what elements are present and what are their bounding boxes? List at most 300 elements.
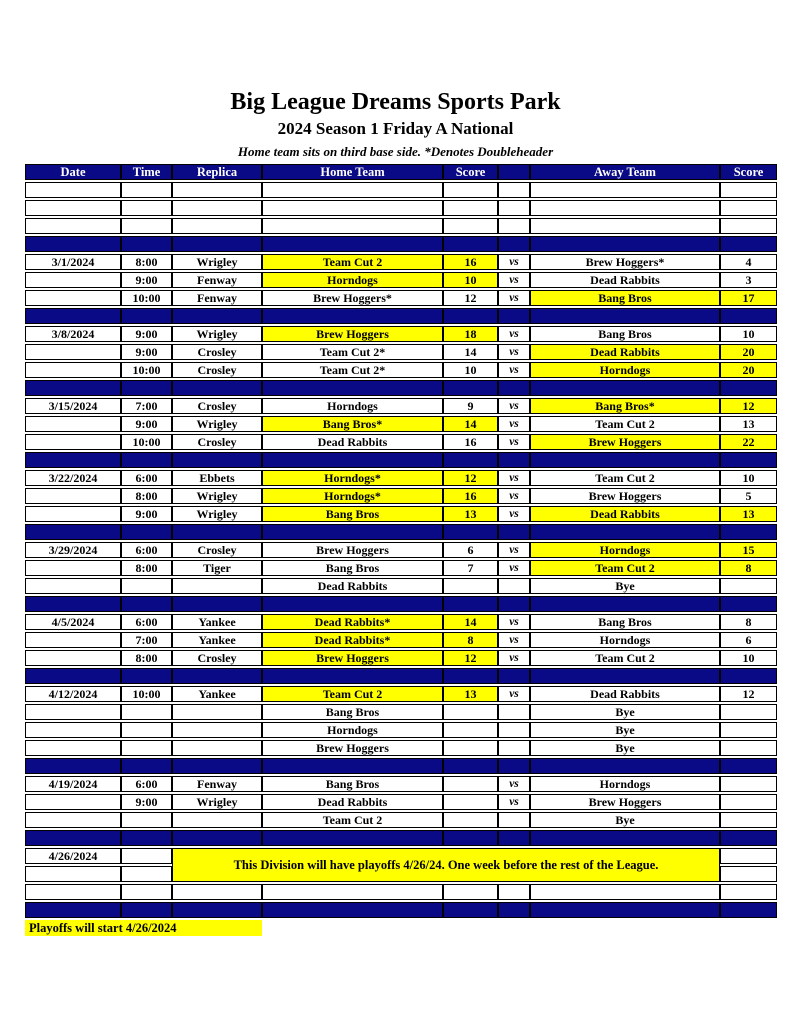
time-cell: 9:00 <box>121 416 172 432</box>
home-team-cell: Horndogs <box>262 398 443 414</box>
away-team-cell: Bye <box>530 812 720 828</box>
separator-cell <box>720 236 777 252</box>
separator-cell <box>262 308 443 324</box>
game-row <box>25 542 777 558</box>
separator-cell <box>530 758 720 774</box>
blank-cell <box>498 884 530 900</box>
replica-cell: Tiger <box>172 560 262 576</box>
game-row <box>25 776 777 792</box>
separator-cell <box>121 236 172 252</box>
separator-cell <box>720 668 777 684</box>
home-team-cell: Brew Hoggers <box>262 740 443 756</box>
date-cell <box>25 722 121 738</box>
date-cell <box>25 578 121 594</box>
date-cell <box>25 812 121 828</box>
time-cell <box>121 740 172 756</box>
header-date: Date <box>25 164 121 180</box>
game-row <box>25 254 777 270</box>
blank-cell <box>720 182 777 198</box>
separator-cell <box>121 902 172 918</box>
away-team-cell: Horndogs <box>530 632 720 648</box>
home-team-cell: Dead Rabbits* <box>262 614 443 630</box>
game-row <box>25 416 777 432</box>
time-cell: 8:00 <box>121 254 172 270</box>
away-team-cell: Dead Rabbits <box>530 272 720 288</box>
time-cell: 10:00 <box>121 686 172 702</box>
separator-cell <box>720 308 777 324</box>
date-cell <box>25 866 121 882</box>
home-team-cell: Team Cut 2 <box>262 812 443 828</box>
home-score-cell: 10 <box>443 272 498 288</box>
separator-cell <box>530 452 720 468</box>
separator-cell <box>498 668 530 684</box>
time-cell <box>121 704 172 720</box>
replica-cell: Fenway <box>172 776 262 792</box>
separator-row <box>25 830 777 846</box>
blank-cell <box>25 218 121 234</box>
away-team-cell: Horndogs <box>530 776 720 792</box>
vs-cell <box>498 704 530 720</box>
separator-cell <box>443 308 498 324</box>
date-cell <box>25 632 121 648</box>
separator-cell <box>25 380 121 396</box>
home-score-cell: 16 <box>443 434 498 450</box>
blank-row <box>25 182 777 198</box>
away-team-cell: Brew Hoggers <box>530 488 720 504</box>
replica-cell: Crosley <box>172 344 262 360</box>
separator-cell <box>262 236 443 252</box>
blank-cell <box>172 884 262 900</box>
date-cell <box>25 740 121 756</box>
blank-cell <box>530 884 720 900</box>
time-cell: 7:00 <box>121 632 172 648</box>
home-team-cell: Brew Hoggers <box>262 650 443 666</box>
vs-cell: vs <box>498 272 530 288</box>
replica-cell <box>172 740 262 756</box>
header-away-team: Away Team <box>530 164 720 180</box>
separator-cell <box>25 668 121 684</box>
separator-cell <box>25 308 121 324</box>
vs-cell: vs <box>498 326 530 342</box>
separator-cell <box>25 830 121 846</box>
home-team-cell: Team Cut 2 <box>262 254 443 270</box>
date-cell <box>25 650 121 666</box>
away-score-cell: 13 <box>720 506 777 522</box>
away-score-cell <box>720 812 777 828</box>
away-team-cell: Bye <box>530 704 720 720</box>
replica-cell: Crosley <box>172 650 262 666</box>
away-score-cell: 12 <box>720 398 777 414</box>
blank-cell <box>262 218 443 234</box>
away-score-cell <box>720 794 777 810</box>
vs-cell: vs <box>498 254 530 270</box>
separator-cell <box>498 380 530 396</box>
home-score-cell: 14 <box>443 344 498 360</box>
vs-cell: vs <box>498 434 530 450</box>
vs-cell: vs <box>498 416 530 432</box>
blank-cell <box>720 200 777 216</box>
blank-cell <box>172 182 262 198</box>
separator-cell <box>720 452 777 468</box>
separator-cell <box>720 758 777 774</box>
vs-cell: vs <box>498 686 530 702</box>
separator-cell <box>530 668 720 684</box>
game-row <box>25 506 777 522</box>
blank-cell <box>25 200 121 216</box>
vs-cell: vs <box>498 560 530 576</box>
vs-cell: vs <box>498 542 530 558</box>
blank-cell <box>25 182 121 198</box>
separator-cell <box>172 596 262 612</box>
replica-cell: Wrigley <box>172 416 262 432</box>
replica-cell: Yankee <box>172 632 262 648</box>
blank-cell <box>530 200 720 216</box>
separator-cell <box>172 308 262 324</box>
separator-cell <box>262 524 443 540</box>
separator-cell <box>530 596 720 612</box>
home-score-cell <box>443 578 498 594</box>
date-cell: 3/22/2024 <box>25 470 121 486</box>
separator-cell <box>262 902 443 918</box>
ghost-cell <box>262 920 777 936</box>
game-row <box>25 326 777 342</box>
time-cell: 6:00 <box>121 470 172 486</box>
separator-cell <box>443 596 498 612</box>
home-score-cell: 13 <box>443 686 498 702</box>
separator-cell <box>498 236 530 252</box>
home-team-note: Home team sits on third base side. *Denotes Doubleheader <box>237 144 554 159</box>
header-home-team: Home Team <box>262 164 443 180</box>
home-score-cell: 6 <box>443 542 498 558</box>
separator-cell <box>121 668 172 684</box>
vs-cell: vs <box>498 398 530 414</box>
date-cell <box>25 272 121 288</box>
replica-cell: Ebbets <box>172 470 262 486</box>
home-team-cell: Bang Bros <box>262 506 443 522</box>
separator-cell <box>262 596 443 612</box>
away-score-cell: 10 <box>720 326 777 342</box>
replica-cell: Crosley <box>172 542 262 558</box>
blank-cell <box>443 182 498 198</box>
game-row <box>25 794 777 810</box>
separator-cell <box>25 452 121 468</box>
game-row <box>25 614 777 630</box>
away-score-cell: 20 <box>720 344 777 360</box>
away-team-cell: Bang Bros <box>530 290 720 306</box>
time-cell: 9:00 <box>121 326 172 342</box>
vs-cell: vs <box>498 290 530 306</box>
game-row <box>25 740 777 756</box>
header-away-score: Score <box>720 164 777 180</box>
game-row <box>25 560 777 576</box>
blank-cell <box>262 200 443 216</box>
separator-cell <box>720 902 777 918</box>
time-cell: 9:00 <box>121 794 172 810</box>
separator-cell <box>498 758 530 774</box>
game-row <box>25 362 777 378</box>
blank-cell <box>25 884 121 900</box>
blank-row <box>25 218 777 234</box>
away-score-cell: 15 <box>720 542 777 558</box>
home-score-cell <box>443 704 498 720</box>
date-cell: 3/15/2024 <box>25 398 121 414</box>
time-cell: 9:00 <box>121 506 172 522</box>
away-score-cell <box>720 740 777 756</box>
separator-cell <box>121 830 172 846</box>
separator-cell <box>530 524 720 540</box>
separator-cell <box>530 308 720 324</box>
away-score-cell <box>720 866 777 882</box>
separator-cell <box>443 452 498 468</box>
replica-cell <box>172 578 262 594</box>
away-score-cell: 6 <box>720 632 777 648</box>
away-team-cell: Bye <box>530 740 720 756</box>
away-team-cell: Team Cut 2 <box>530 470 720 486</box>
separator-cell <box>720 380 777 396</box>
game-row <box>25 290 777 306</box>
blank-row <box>25 200 777 216</box>
game-row <box>25 704 777 720</box>
time-cell <box>121 866 172 882</box>
date-cell: 3/29/2024 <box>25 542 121 558</box>
date-cell <box>25 344 121 360</box>
date-cell: 3/1/2024 <box>25 254 121 270</box>
separator-cell <box>172 830 262 846</box>
time-cell <box>121 722 172 738</box>
vs-cell: vs <box>498 650 530 666</box>
page-subtitle: 2024 Season 1 Friday A National <box>277 119 514 138</box>
away-score-cell: 20 <box>720 362 777 378</box>
separator-cell <box>25 902 121 918</box>
home-team-cell: Brew Hoggers <box>262 326 443 342</box>
separator-cell <box>121 524 172 540</box>
home-team-cell: Team Cut 2 <box>262 686 443 702</box>
blank-cell <box>530 218 720 234</box>
vs-cell: vs <box>498 794 530 810</box>
away-team-cell: Horndogs <box>530 362 720 378</box>
game-row <box>25 272 777 288</box>
separator-cell <box>25 596 121 612</box>
separator-cell <box>443 236 498 252</box>
separator-cell <box>720 596 777 612</box>
home-team-cell: Dead Rabbits* <box>262 632 443 648</box>
away-score-cell: 17 <box>720 290 777 306</box>
home-team-cell: Brew Hoggers <box>262 542 443 558</box>
away-score-cell <box>720 722 777 738</box>
separator-row <box>25 308 777 324</box>
separator-row <box>25 596 777 612</box>
date-cell: 4/5/2024 <box>25 614 121 630</box>
separator-row <box>25 452 777 468</box>
blank-cell <box>498 200 530 216</box>
date-cell <box>25 506 121 522</box>
separator-cell <box>498 830 530 846</box>
separator-cell <box>121 758 172 774</box>
away-team-cell: Dead Rabbits <box>530 344 720 360</box>
date-cell <box>25 704 121 720</box>
header-row <box>25 164 777 180</box>
home-score-cell: 12 <box>443 650 498 666</box>
vs-cell: vs <box>498 362 530 378</box>
away-score-cell: 5 <box>720 488 777 504</box>
home-score-cell: 14 <box>443 614 498 630</box>
home-score-cell <box>443 722 498 738</box>
away-score-cell: 10 <box>720 470 777 486</box>
blank-row <box>25 884 777 900</box>
home-score-cell: 16 <box>443 254 498 270</box>
home-score-cell: 18 <box>443 326 498 342</box>
blank-cell <box>121 884 172 900</box>
home-team-cell: Bang Bros <box>262 704 443 720</box>
separator-cell <box>172 758 262 774</box>
date-cell <box>25 794 121 810</box>
time-cell: 9:00 <box>121 272 172 288</box>
game-row <box>25 434 777 450</box>
away-team-cell: Dead Rabbits <box>530 506 720 522</box>
home-team-cell: Brew Hoggers* <box>262 290 443 306</box>
separator-cell <box>530 902 720 918</box>
vs-cell <box>498 812 530 828</box>
date-cell: 4/26/2024 <box>25 848 121 864</box>
separator-cell <box>262 830 443 846</box>
blank-cell <box>172 218 262 234</box>
date-cell: 4/12/2024 <box>25 686 121 702</box>
schedule-table <box>25 162 777 938</box>
separator-cell <box>172 452 262 468</box>
separator-cell <box>530 236 720 252</box>
header-vs <box>498 164 530 180</box>
playoff-note-cell: This Division will have playoffs 4/26/24. One week before the rest of the League. <box>172 848 720 882</box>
separator-cell <box>172 902 262 918</box>
date-cell <box>25 290 121 306</box>
home-score-cell: 8 <box>443 632 498 648</box>
home-score-cell: 16 <box>443 488 498 504</box>
separator-row <box>25 236 777 252</box>
away-team-cell: Bang Bros <box>530 614 720 630</box>
separator-cell <box>530 380 720 396</box>
date-cell: 4/19/2024 <box>25 776 121 792</box>
time-cell: 8:00 <box>121 650 172 666</box>
separator-cell <box>121 596 172 612</box>
away-score-cell <box>720 776 777 792</box>
replica-cell <box>172 704 262 720</box>
replica-cell: Wrigley <box>172 326 262 342</box>
replica-cell: Fenway <box>172 272 262 288</box>
date-cell <box>25 488 121 504</box>
away-score-cell: 13 <box>720 416 777 432</box>
separator-cell <box>720 830 777 846</box>
away-team-cell: Brew Hoggers* <box>530 254 720 270</box>
home-team-cell: Horndogs <box>262 722 443 738</box>
vs-cell: vs <box>498 614 530 630</box>
blank-cell <box>720 218 777 234</box>
date-cell <box>25 434 121 450</box>
game-row <box>25 578 777 594</box>
separator-cell <box>720 524 777 540</box>
vs-cell: vs <box>498 488 530 504</box>
separator-cell <box>443 668 498 684</box>
vs-cell: vs <box>498 632 530 648</box>
blank-cell <box>262 182 443 198</box>
separator-row <box>25 524 777 540</box>
separator-cell <box>121 308 172 324</box>
game-row <box>25 470 777 486</box>
separator-cell <box>25 758 121 774</box>
separator-cell <box>121 452 172 468</box>
header-time: Time <box>121 164 172 180</box>
away-team-cell: Team Cut 2 <box>530 650 720 666</box>
away-team-cell: Brew Hoggers <box>530 794 720 810</box>
blank-cell <box>443 218 498 234</box>
separator-cell <box>443 758 498 774</box>
separator-cell <box>262 452 443 468</box>
playoffs-start-note: Playoffs will start 4/26/2024 <box>25 920 262 936</box>
home-team-cell: Dead Rabbits <box>262 794 443 810</box>
vs-cell <box>498 722 530 738</box>
replica-cell: Wrigley <box>172 254 262 270</box>
away-team-cell: Brew Hoggers <box>530 434 720 450</box>
away-team-cell: Team Cut 2 <box>530 560 720 576</box>
time-cell: 6:00 <box>121 614 172 630</box>
time-cell: 10:00 <box>121 362 172 378</box>
separator-cell <box>498 308 530 324</box>
replica-cell: Crosley <box>172 398 262 414</box>
date-cell <box>25 362 121 378</box>
blank-cell <box>720 884 777 900</box>
home-team-cell: Team Cut 2* <box>262 344 443 360</box>
separator-cell <box>262 668 443 684</box>
away-team-cell: Horndogs <box>530 542 720 558</box>
vs-cell <box>498 740 530 756</box>
away-team-cell: Bang Bros <box>530 326 720 342</box>
time-cell: 7:00 <box>121 398 172 414</box>
separator-cell <box>443 830 498 846</box>
away-score-cell: 22 <box>720 434 777 450</box>
replica-cell: Wrigley <box>172 506 262 522</box>
game-row <box>25 812 777 828</box>
separator-cell <box>443 380 498 396</box>
blank-cell <box>121 182 172 198</box>
game-row <box>25 686 777 702</box>
separator-cell <box>121 380 172 396</box>
home-score-cell: 14 <box>443 416 498 432</box>
home-team-cell: Bang Bros <box>262 776 443 792</box>
replica-cell <box>172 812 262 828</box>
game-row <box>25 398 777 414</box>
vs-cell: vs <box>498 344 530 360</box>
home-team-cell: Team Cut 2* <box>262 362 443 378</box>
separator-row <box>25 380 777 396</box>
blank-cell <box>530 182 720 198</box>
header-home-score: Score <box>443 164 498 180</box>
separator-cell <box>172 668 262 684</box>
away-score-cell: 4 <box>720 254 777 270</box>
away-score-cell: 10 <box>720 650 777 666</box>
home-team-cell: Bang Bros* <box>262 416 443 432</box>
home-score-cell <box>443 812 498 828</box>
time-cell <box>121 578 172 594</box>
playoff-week-row <box>25 848 777 864</box>
time-cell <box>121 848 172 864</box>
vs-cell: vs <box>498 776 530 792</box>
replica-cell: Wrigley <box>172 794 262 810</box>
home-team-cell: Bang Bros <box>262 560 443 576</box>
away-score-cell <box>720 848 777 864</box>
vs-cell: vs <box>498 506 530 522</box>
away-team-cell: Bye <box>530 578 720 594</box>
separator-cell <box>498 902 530 918</box>
away-team-cell: Bang Bros* <box>530 398 720 414</box>
